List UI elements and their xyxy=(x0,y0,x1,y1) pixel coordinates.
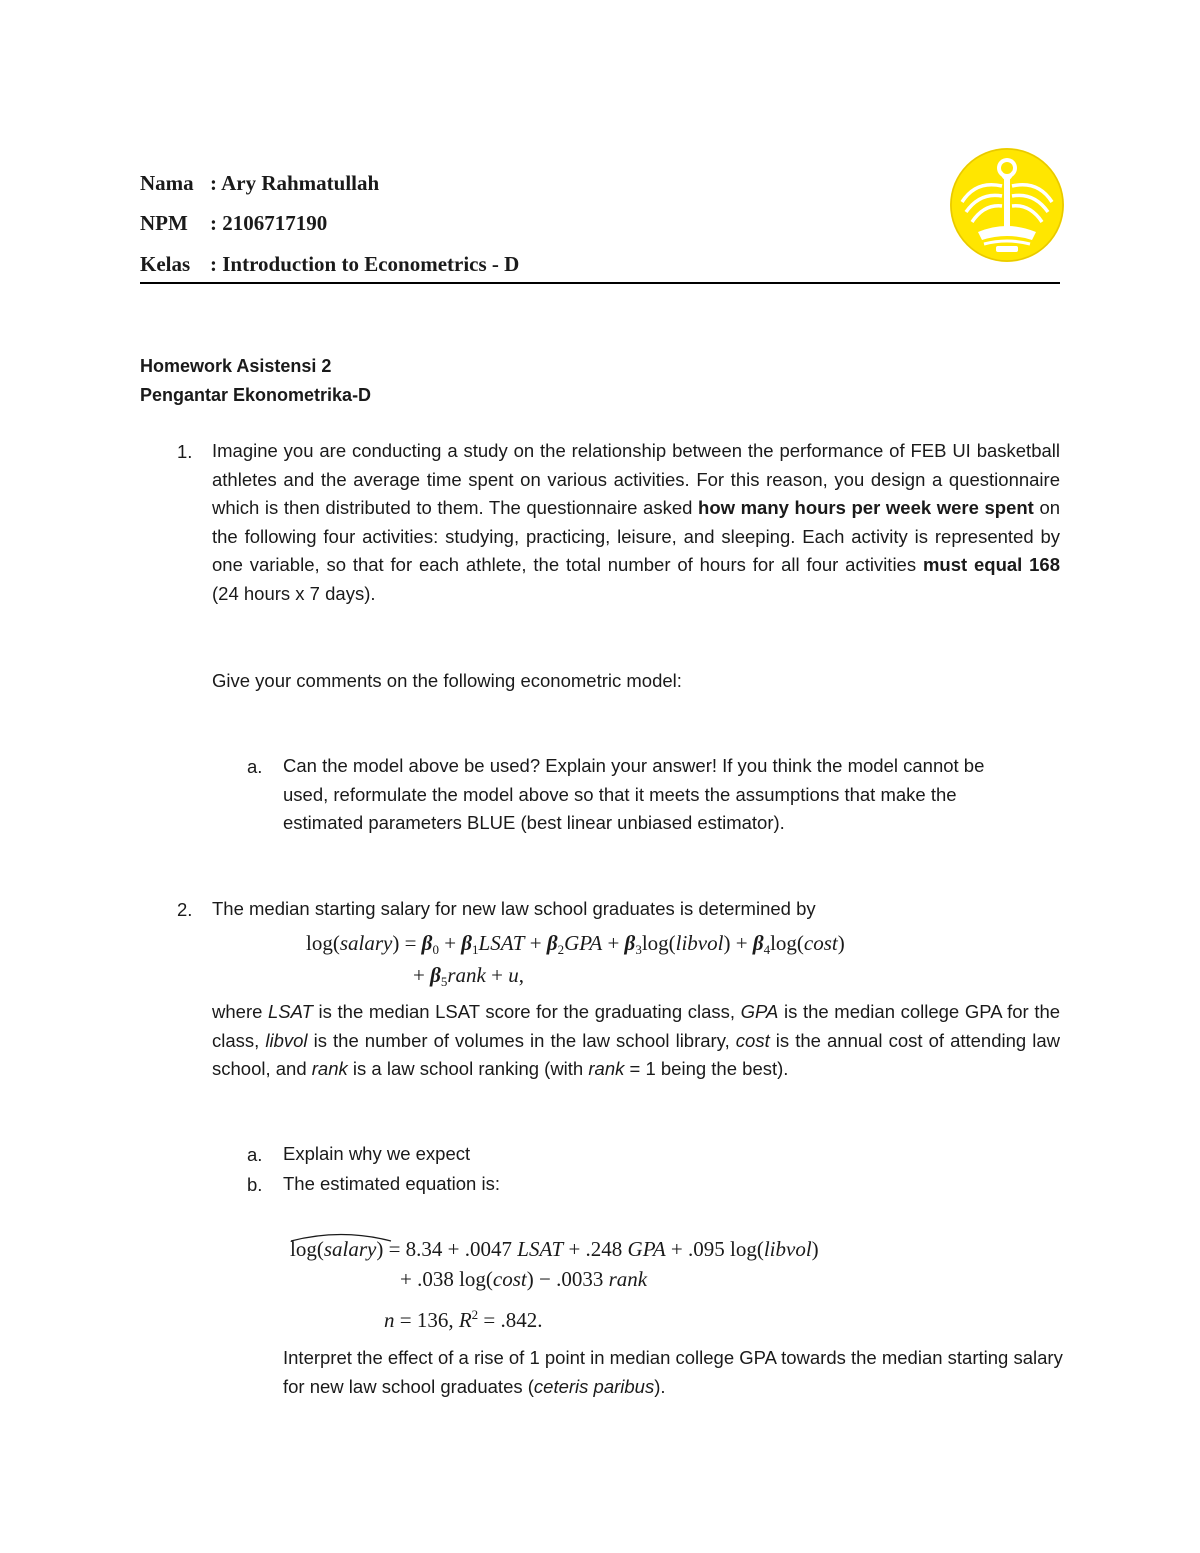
q2-interpret xyxy=(283,1344,1063,1401)
population-model-line-1: log(salary) = $\beta_0$ + $\beta_1LSAT + \beta_2GPA$ + $\beta_3\log(libvol) + \beta_4\log(\cos t)$ xyxy=(306,931,845,957)
est-gpa: .248 xyxy=(585,1237,623,1261)
q1-bold-a: how many hours per week were spent xyxy=(698,497,1034,519)
est-intercept: 8.34 xyxy=(405,1237,443,1261)
estimated-equation-line-1: log(salary) = 8.34 + .0047 LSAT + .248 GPA + .095 log(libvol) xyxy=(290,1237,819,1261)
q2-sub-b-text: The estimated equation is: xyxy=(283,1173,500,1194)
where-text-4: is the number of volumes in the law school library, xyxy=(313,1029,730,1051)
q2-variable-definitions xyxy=(212,998,1060,1084)
q2-sub-a-text: Explain why we expect xyxy=(283,1143,471,1164)
class-label: Kelas xyxy=(140,252,191,276)
var-rank: rank xyxy=(311,1058,348,1080)
q1-sub-a-letter: a. xyxy=(247,756,263,777)
var-cost: cost xyxy=(735,1029,770,1051)
est-rank: .0033 xyxy=(556,1267,604,1291)
where-text-2: is the median LSAT score for the graduating class, xyxy=(318,1001,736,1022)
q2-sub-b-letter: b. xyxy=(247,1174,263,1195)
npm-value: : 2106717190 xyxy=(210,211,328,235)
question-1-text xyxy=(212,437,1060,609)
university-seal-icon xyxy=(948,146,1066,264)
name-line xyxy=(140,171,379,196)
est-cost: .038 xyxy=(417,1267,454,1291)
q1-text-a: Imagine you are conducting a study on the relationship between the performance of FEB UI basketball athletes and the average time spent on various activities. For this reason, you design a questionnaire which is then distributed to them. The questionnaire asked xyxy=(212,440,1060,519)
where-text-7: = 1 being the best). xyxy=(629,1058,789,1080)
est-libvol: .095 xyxy=(688,1237,725,1261)
npm-label: NPM xyxy=(140,211,188,235)
var-libvol: libvol xyxy=(265,1029,308,1051)
q1-text-b: on the following four activities: studying, practicing, leisure, and sleeping. Each activity is represented by one variable, so that for each athlete, the total number of hours for all four activities xyxy=(212,497,1061,576)
q1-sub-a-text: Can the model above be used? Explain your answer! If you think the model cannot be used, reformulate the model above so that it meets the assumptions that make the estimated parameters BLUE (best linear unbiased estimator). xyxy=(283,755,985,834)
question-1-number: 1. xyxy=(177,441,193,462)
var-gpa: GPA xyxy=(740,1001,779,1022)
est-lsat: .0047 xyxy=(464,1237,513,1261)
homework-title: Homework Asistensi 2 xyxy=(140,356,332,376)
estimated-equation-line-2: + .038 log(cost) − .0033 rank xyxy=(400,1267,648,1291)
estimated-equation-stats: n = 136, $R^2 = .842$. xyxy=(384,1307,543,1332)
interpret-text-2: ). xyxy=(654,1375,666,1397)
course-title: Pengantar Ekonometrika-D xyxy=(140,385,372,405)
class-value: : Introduction to Econometrics - D xyxy=(210,252,520,276)
interpret-ceteris-paribus: ceteris paribus xyxy=(533,1375,655,1397)
population-model-line-2: + $\beta_5rank + u$, xyxy=(413,963,524,989)
q1-text-c: (24 hours x 7 days). xyxy=(212,582,376,604)
q2-intro: The median starting salary for new law school graduates is determined by xyxy=(212,898,816,919)
q1-bold-b: must equal 168 xyxy=(922,554,1061,576)
q1-comment: Give your comments on the following econometric model: xyxy=(212,670,682,691)
var-rank-2: rank xyxy=(588,1058,625,1080)
where-text-1: where xyxy=(212,1001,263,1022)
q2-sub-a-letter: a. xyxy=(247,1144,263,1165)
question-2-number: 2. xyxy=(177,899,193,920)
where-text-6: is a law school ranking (with xyxy=(352,1058,584,1080)
var-lsat: LSAT xyxy=(268,1001,313,1022)
class-line xyxy=(140,252,519,277)
name-value: : Ary Rahmatullah xyxy=(210,171,380,195)
where-text-3: is the median college GPA for the class, xyxy=(212,1001,1061,1051)
interpret-text-1: Interpret the effect of a rise of 1 point in median college GPA towards the median starting salary for new law school graduates ( xyxy=(283,1347,1063,1397)
where-text-5: is the annual cost of attending law school, and xyxy=(212,1029,1061,1080)
est-n: 136 xyxy=(416,1308,449,1332)
name-label: Nama xyxy=(140,171,194,195)
header-divider xyxy=(140,282,1060,284)
est-r2: .842 xyxy=(500,1308,538,1332)
npm-line xyxy=(140,211,327,236)
